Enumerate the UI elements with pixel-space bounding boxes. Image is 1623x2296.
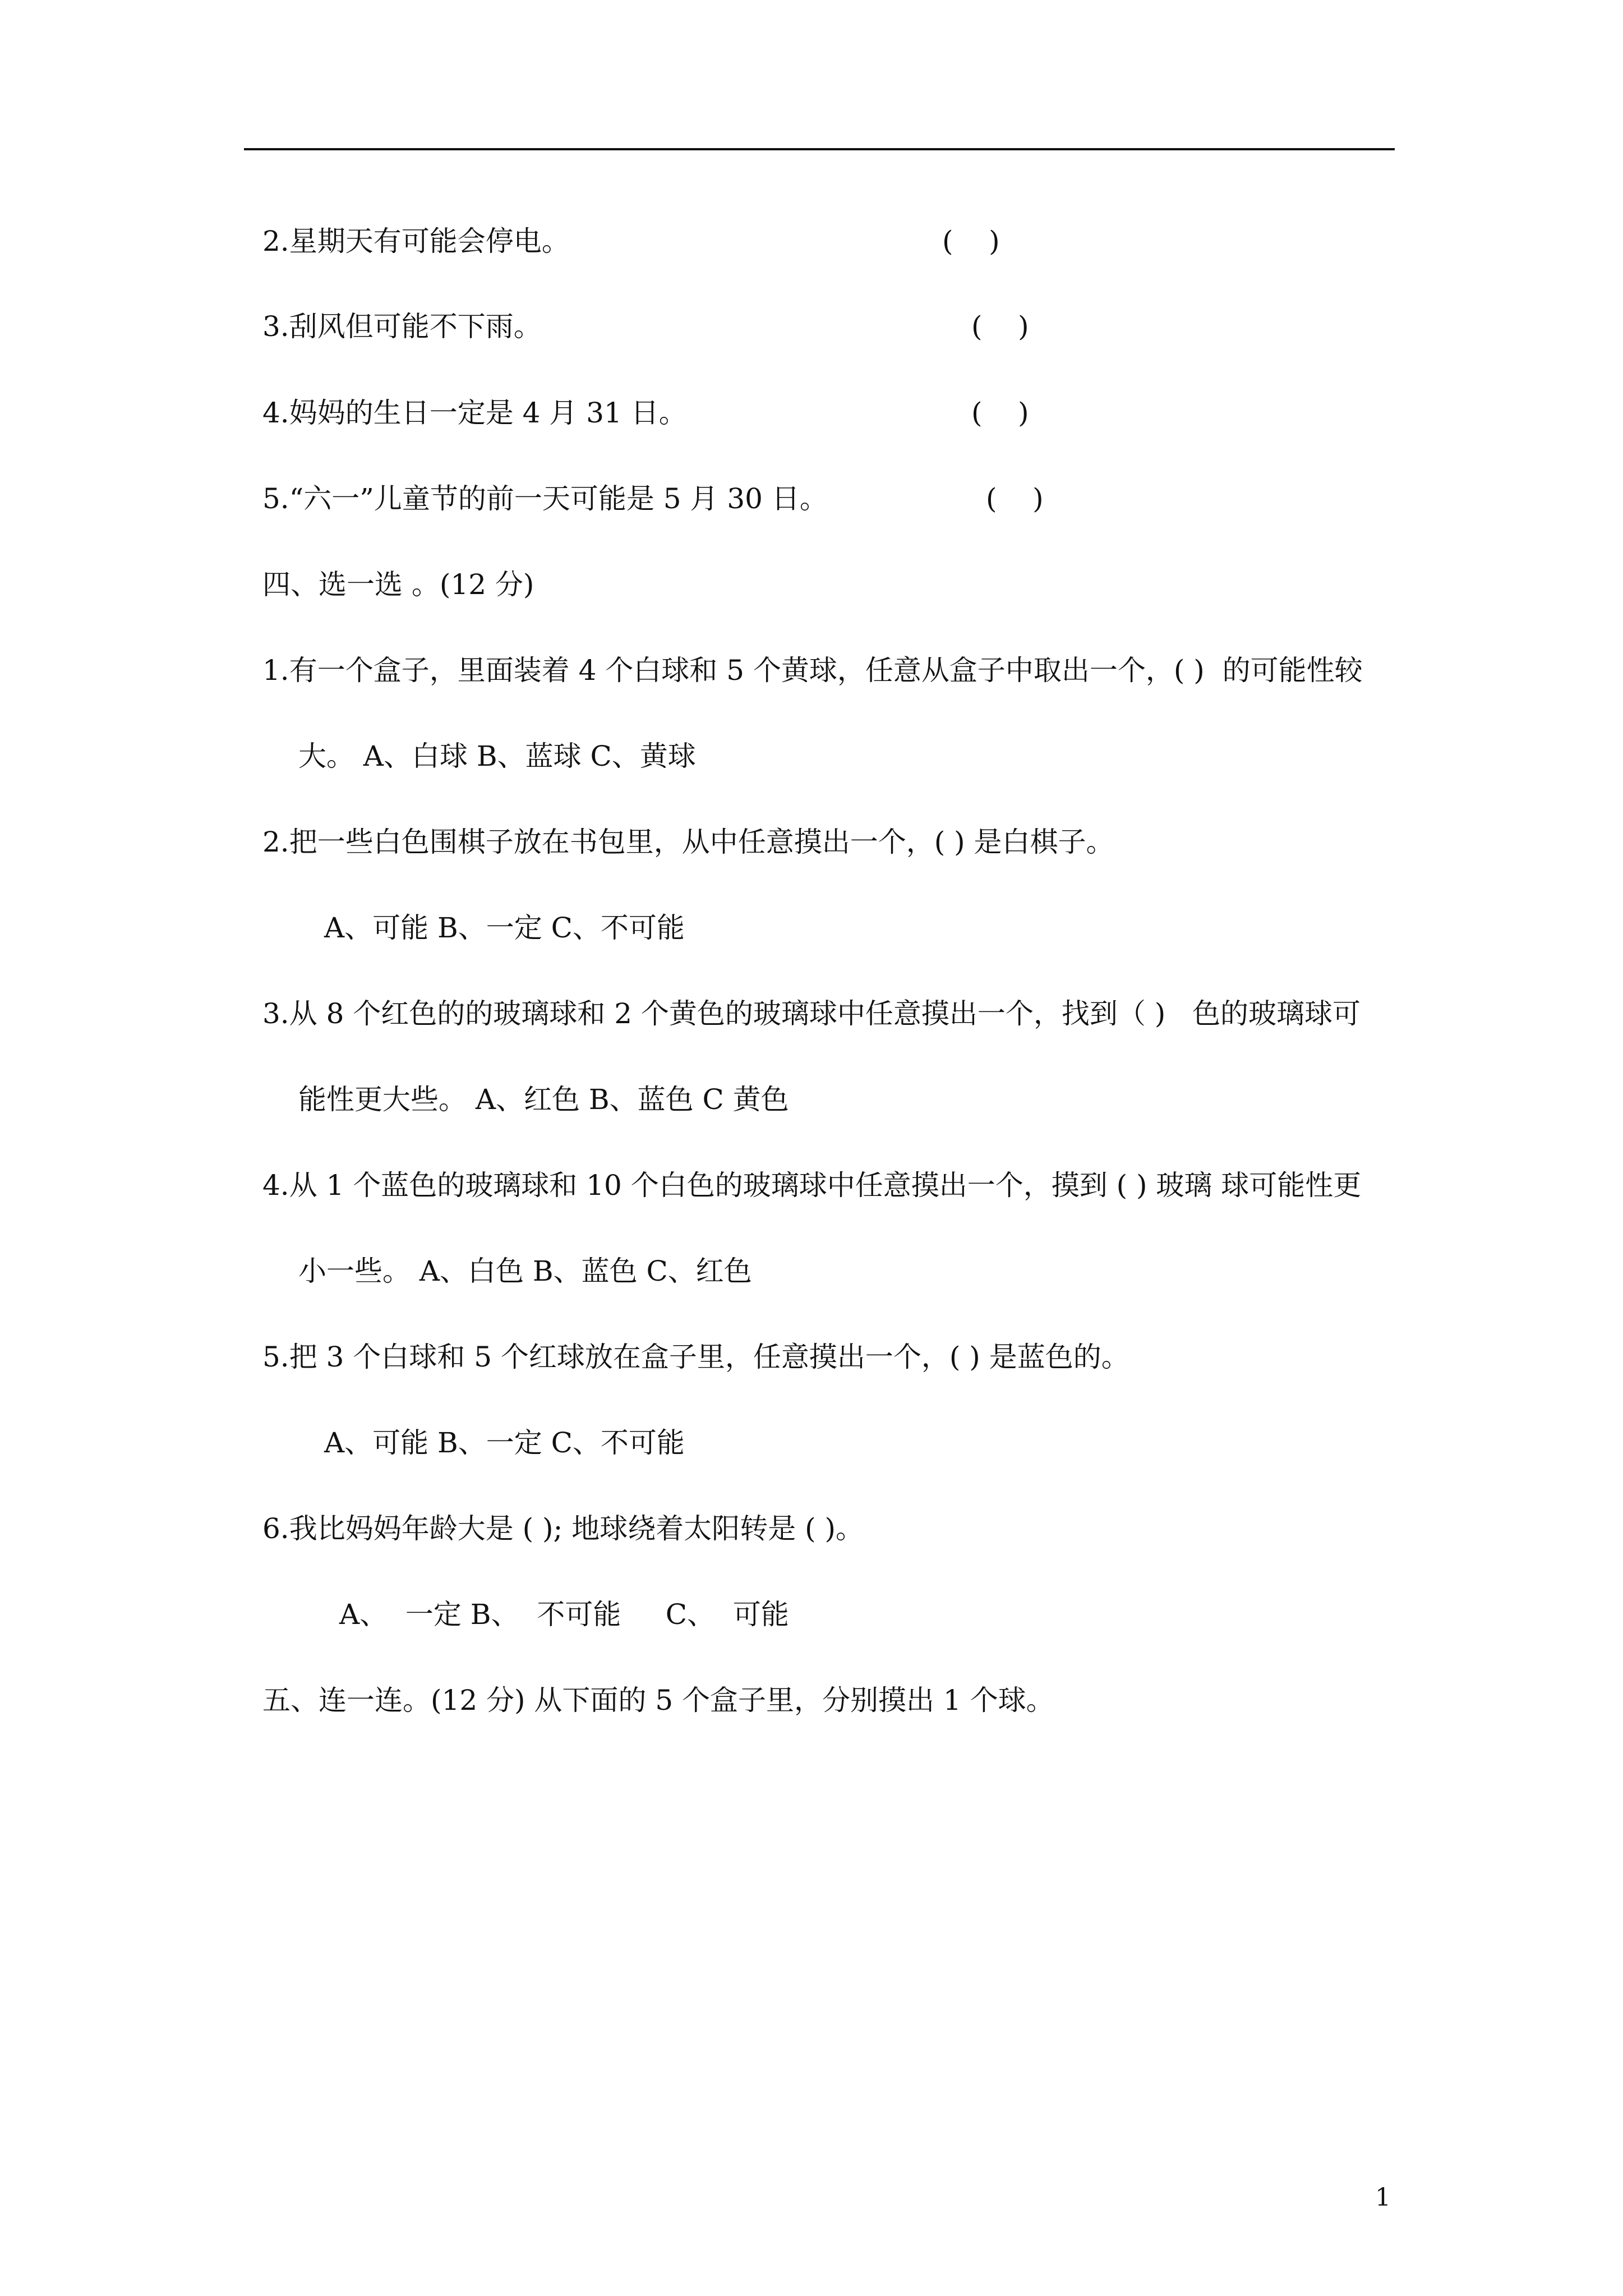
tf-answer-blank-5: ( ) [986, 482, 1044, 515]
header-rule [244, 148, 1395, 150]
page-number: 1 [1375, 2183, 1391, 2212]
choice-options-4: 小一些。 A、白色 B、蓝色 C、红色 [298, 1255, 752, 1287]
section-4-heading: 四、选一选 。(12 分) [262, 568, 534, 601]
choice-options-5: A、可能 B、一定 C、不可能 [324, 1427, 685, 1459]
choice-options-3: 能性更大些。 A、红色 B、蓝色 C 黄色 [298, 1083, 789, 1116]
tf-answer-blank-4: ( ) [971, 397, 1029, 429]
tf-question-4: 4.妈妈的生日一定是 4 月 31 日。 [262, 397, 687, 429]
choice-question-2: 2.把一些白色围棋子放在书包里，从中任意摸出一个，( ) 是白棋子。 [262, 826, 1114, 858]
choice-options-1: 大。 A、白球 B、蓝球 C、黄球 [298, 740, 696, 772]
tf-answer-blank-2: ( ) [942, 225, 1000, 257]
choice-question-5: 5.把 3 个白球和 5 个红球放在盒子里，任意摸出一个，( ) 是蓝色的。 [262, 1341, 1129, 1373]
choice-question-1: 1.有一个盒子，里面装着 4 个白球和 5 个黄球，任意从盒子中取出一个，( ) 的可能性较 [262, 654, 1363, 687]
choice-question-6: 6.我比妈妈年龄大是 ( ); 地球绕着太阳转是 ( )。 [262, 1512, 864, 1545]
choice-question-4: 4.从 1 个蓝色的玻璃球和 10 个白色的玻璃球中任意摸出一个，摸到 ( ) 玻璃 球可能性更 [262, 1169, 1362, 1202]
tf-question-2: 2.星期天有可能会停电。 [262, 225, 570, 257]
section-5-heading: 五、连一连。(12 分) 从下面的 5 个盒子里，分别摸出 1 个球。 [262, 1684, 1054, 1717]
tf-question-3: 3.刮风但可能不下雨。 [262, 310, 542, 343]
choice-options-2: A、可能 B、一定 C、不可能 [324, 912, 685, 944]
tf-question-5: 5.“六一”儿童节的前一天可能是 5 月 30 日。 [262, 482, 828, 515]
tf-answer-blank-3: ( ) [971, 310, 1029, 343]
choice-question-3: 3.从 8 个红色的的玻璃球和 2 个黄色的玻璃球中任意摸出一个，找到（ ) 色的玻璃球可 [262, 997, 1361, 1030]
choice-options-6: A、 一定 B、 不可能 C、 可能 [339, 1598, 789, 1631]
